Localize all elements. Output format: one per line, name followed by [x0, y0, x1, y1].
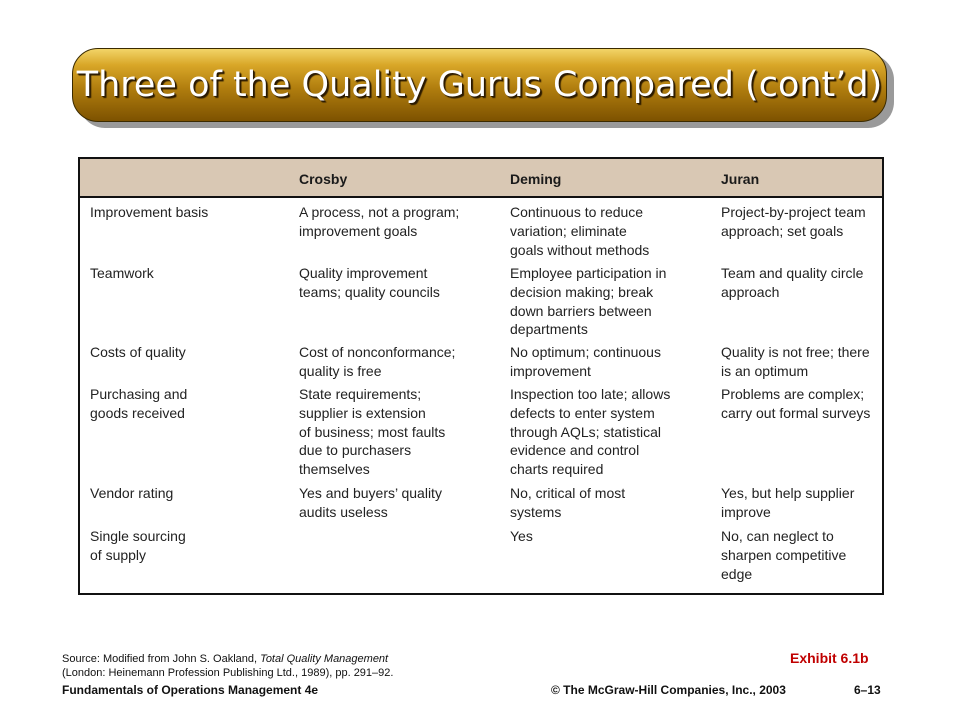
row-label [90, 527, 186, 565]
deming-cell [510, 264, 666, 339]
cell-line: Cost of nonconformance; [299, 344, 456, 360]
source-line-2: (London: Heinemann Profession Publishing Ltd., 1989), pp. 291–92. [62, 667, 394, 679]
cell-line: Project-by-project team [721, 204, 866, 220]
cell-line: edge [721, 565, 753, 582]
source-book-title: Total Quality Management [260, 653, 389, 665]
cell-line: Quality is not free; there [721, 344, 870, 360]
row-label [90, 484, 173, 503]
row-label [90, 385, 187, 423]
cell-line: Employee participation in [510, 265, 667, 281]
cell-line: down barriers between [510, 302, 652, 319]
cell-line: Purchasing and [90, 386, 188, 402]
juran-cell [721, 484, 854, 522]
cell-line: Inspection too late; allows [510, 386, 671, 402]
juran-cell [721, 527, 846, 583]
cell-line: Single sourcing [90, 528, 186, 544]
cell-line: Yes [510, 528, 533, 544]
cell-line: systems [510, 503, 562, 520]
cell-line: No, can neglect to [721, 528, 834, 544]
row-label [90, 203, 208, 222]
cell-line: due to purchasers [299, 442, 412, 459]
cell-line: defects to enter system [510, 404, 655, 421]
slide-title: Three of the Quality Gurus Compared (cont’d) [76, 65, 883, 105]
source-prefix: Source: Modified from John S. Oakland, [62, 653, 261, 665]
cell-line: Team and quality circle [721, 265, 864, 281]
cell-line: Teamwork [90, 265, 154, 281]
cell-line: is an optimum [721, 362, 809, 379]
crosby-cell [299, 343, 455, 381]
cell-line: through AQLs; statistical [510, 423, 661, 440]
cell-line: improvement goals [299, 222, 418, 239]
deming-cell [510, 385, 670, 479]
deming-cell [510, 527, 533, 546]
page-number: 6–13 [854, 683, 881, 697]
cell-line: sharpen competitive [721, 546, 847, 563]
cell-line: of business; most faults [299, 423, 446, 440]
copyright: © The McGraw-Hill Companies, Inc., 2003 [551, 683, 786, 697]
source-line-1 [62, 652, 393, 666]
header-juran: Juran [721, 171, 760, 187]
exhibit-label: Exhibit 6.1b [790, 650, 869, 666]
cell-line: Yes and buyers’ quality [299, 485, 442, 501]
cell-line: Costs of quality [90, 344, 186, 360]
cell-line: carry out formal surveys [721, 404, 871, 421]
crosby-cell [299, 264, 440, 302]
cell-line: A process, not a program; [299, 204, 460, 220]
cell-line: quality is free [299, 362, 382, 379]
cell-line: improvement [510, 362, 591, 379]
comparison-table [78, 157, 884, 595]
crosby-cell [299, 203, 459, 241]
cell-line: variation; eliminate [510, 222, 627, 239]
cell-line: Vendor rating [90, 485, 174, 501]
header-deming: Deming [510, 171, 562, 187]
cell-line: approach; set goals [721, 222, 844, 239]
cell-line: No optimum; continuous [510, 344, 661, 360]
deming-cell [510, 343, 661, 381]
cell-line: approach [721, 283, 780, 300]
source-note [62, 652, 393, 680]
cell-line: Improvement basis [90, 204, 209, 220]
cell-line: No, critical of most [510, 485, 626, 501]
cell-line: State requirements; [299, 386, 422, 402]
deming-cell [510, 484, 625, 522]
cell-line: Continuous to reduce [510, 204, 644, 220]
cell-line: goals without methods [510, 241, 650, 258]
row-label [90, 264, 154, 283]
cell-line: Quality improvement [299, 265, 428, 281]
row-label [90, 343, 186, 362]
cell-line: themselves [299, 461, 370, 478]
book-title: Fundamentals of Operations Management 4e [62, 683, 319, 697]
table-header-row [80, 159, 882, 198]
crosby-cell [299, 484, 442, 522]
cell-line: charts required [510, 461, 604, 478]
juran-cell [721, 264, 863, 302]
cell-line: audits useless [299, 503, 388, 520]
crosby-cell [299, 385, 445, 479]
juran-cell [721, 343, 870, 381]
cell-line: evidence and control [510, 442, 640, 459]
title-banner [72, 48, 887, 122]
cell-line: of supply [90, 546, 147, 563]
header-crosby: Crosby [299, 171, 348, 187]
cell-line: supplier is extension [299, 404, 426, 421]
cell-line: Problems are complex; [721, 386, 865, 402]
deming-cell [510, 203, 649, 259]
cell-line: decision making; break [510, 283, 654, 300]
juran-cell [721, 203, 866, 241]
juran-cell [721, 385, 870, 423]
cell-line: goods received [90, 404, 185, 421]
cell-line: Yes, but help supplier [721, 485, 855, 501]
cell-line: teams; quality councils [299, 283, 440, 300]
cell-line: improve [721, 503, 771, 520]
cell-line: departments [510, 321, 588, 338]
